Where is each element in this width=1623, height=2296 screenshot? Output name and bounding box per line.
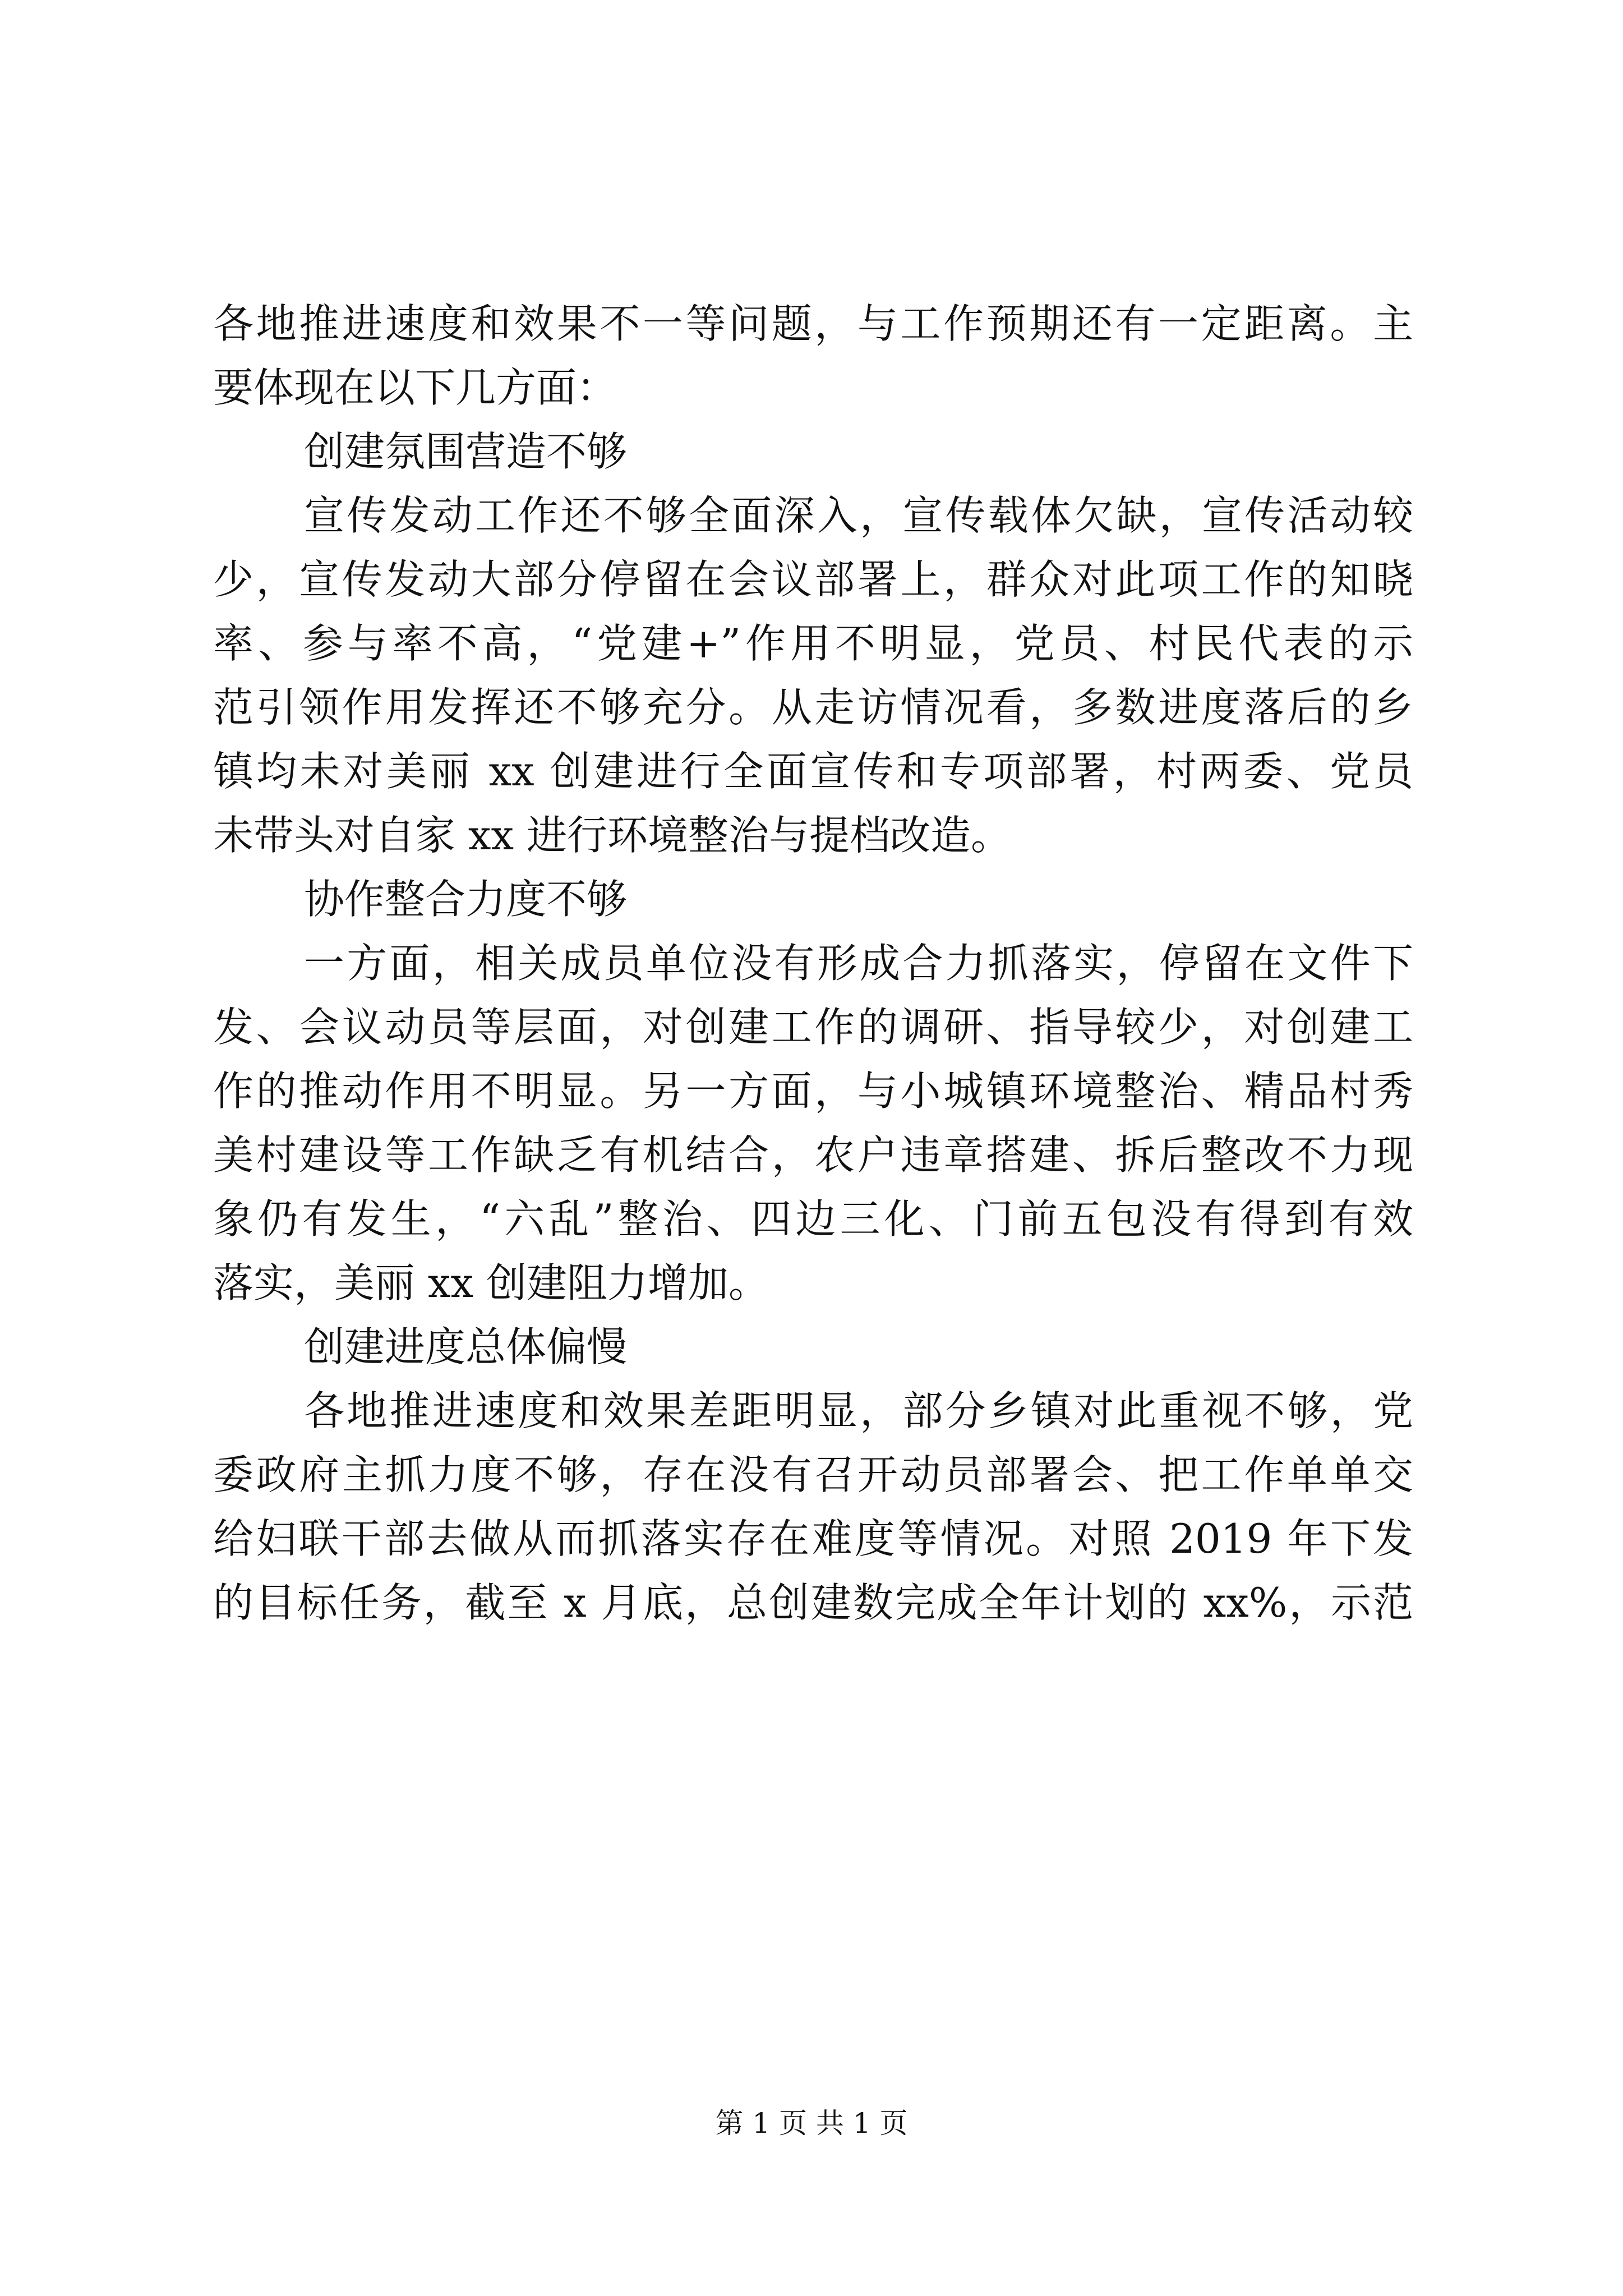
body-line: 镇均未对美丽 xx 创建进行全面宣传和专项部署，村两委、党员	[213, 748, 1413, 795]
body-line: 宣传发动工作还不够全面深入，宣传载体欠缺，宣传活动较	[304, 492, 1413, 539]
body-line: 作的推动作用不明显。另一方面，与小城镇环境整治、精品村秀	[213, 1068, 1413, 1115]
section-heading: 创建进度总体偏慢	[304, 1323, 628, 1370]
body-line: 委政府主抓力度不够，存在没有召开动员部署会、把工作单单交	[213, 1451, 1413, 1498]
body-line: 率、参与率不高，“党建+”作用不明显，党员、村民代表的示	[213, 620, 1413, 667]
body-line: 各地推进速度和效果差距明显，部分乡镇对此重视不够，党	[304, 1387, 1413, 1434]
body-line: 各地推进速度和效果不一等问题，与工作预期还有一定距离。主	[213, 300, 1413, 347]
body-line: 少，宣传发动大部分停留在会议部署上，群众对此项工作的知晓	[213, 556, 1413, 603]
body-line: 美村建设等工作缺乏有机结合，农户违章搭建、拆后整改不力现	[213, 1131, 1413, 1179]
body-line: 落实，美丽 xx 创建阻力增加。	[213, 1259, 769, 1306]
body-line: 一方面，相关成员单位没有形成合力抓落实，停留在文件下	[304, 940, 1413, 987]
section-heading: 协作整合力度不够	[304, 876, 628, 923]
body-line: 范引领作用发挥还不够充分。从走访情况看，多数进度落后的乡	[213, 684, 1413, 731]
section-heading: 创建氛围营造不够	[304, 428, 628, 475]
body-line: 的目标任务，截至 x 月底，总创建数完成全年计划的 xx%，示范	[213, 1579, 1413, 1626]
body-line: 发、会议动员等层面，对创建工作的调研、指导较少，对创建工	[213, 1004, 1413, 1051]
body-line: 要体现在以下几方面：	[213, 364, 617, 411]
body-line: 给妇联干部去做从而抓落实存在难度等情况。对照 2019 年下发	[213, 1515, 1413, 1562]
document-body	[213, 292, 1413, 1635]
body-line: 象仍有发生，“六乱”整治、四边三化、门前五包没有得到有效	[213, 1195, 1413, 1243]
page-footer: 第 1 页 共 1 页	[715, 2107, 908, 2139]
body-line: 未带头对自家 xx 进行环境整治与提档改造。	[213, 812, 1011, 859]
